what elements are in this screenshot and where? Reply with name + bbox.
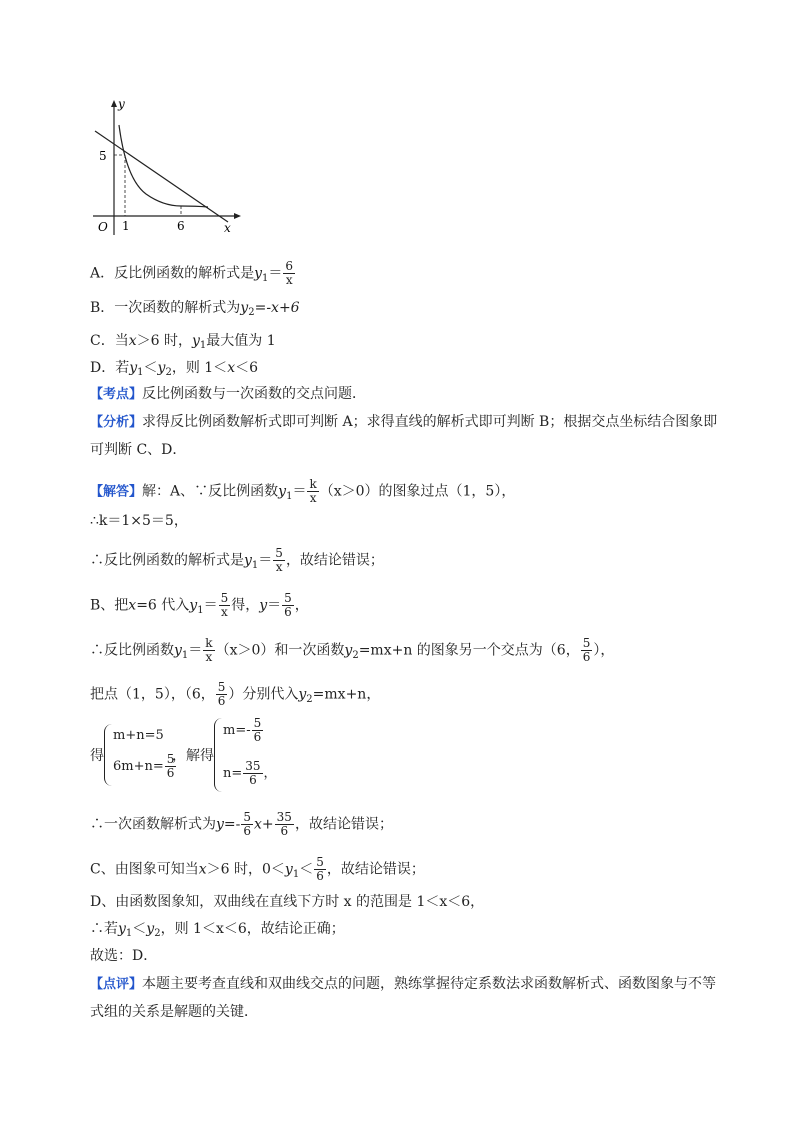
jieda-l5-den2: 6: [582, 650, 591, 664]
jieda-l9-num: 5: [316, 855, 324, 869]
option-c-x: x: [128, 333, 137, 349]
sys-jiede: ，解得: [172, 748, 214, 764]
jieda-l5-fraction-2: [581, 637, 593, 664]
option-d-y2: y: [157, 360, 166, 376]
option-b: [90, 299, 300, 319]
jieda-l8-num2: 35: [276, 810, 292, 824]
jieda-l9-sub: 1: [292, 868, 300, 880]
jieda-l11-rest: ，则 1＜x＜6，故结论正确；: [160, 921, 345, 937]
option-d-prefix: D．若: [90, 360, 130, 376]
sys2-row-1-a: m=-: [223, 723, 251, 738]
sys2-row-1-num: 5: [253, 716, 262, 730]
option-d: [90, 359, 258, 379]
jieda-l2: ∴k＝1×5＝5，: [90, 513, 188, 529]
jieda-l4-num2: 5: [284, 591, 292, 605]
jieda-l3-fraction: [273, 547, 285, 574]
jieda-l8-num: 5: [243, 810, 252, 824]
jieda-l3-num: 5: [275, 546, 283, 560]
sys1-row-2-a: 6m+n=: [113, 759, 164, 774]
function-graph: [88, 95, 248, 240]
jieda-l6-y: y: [298, 686, 307, 703]
fenxi-text-2: 可判断 C、D．: [90, 442, 187, 458]
option-a-num: 6: [285, 259, 294, 273]
jieda-l11-sub2: 2: [154, 928, 161, 939]
jieda-l1-y: y: [278, 483, 287, 500]
jieda-line-4: [90, 592, 309, 619]
hyperbola-curve: [119, 125, 208, 207]
jieda-l3-eq: ＝: [258, 552, 273, 569]
jieda-line-5: [90, 637, 614, 664]
jieda-l4-eq2: ＝: [267, 597, 282, 614]
kaodian-section: [90, 385, 366, 404]
jieda-l5-b: （x＞0）和一次函数: [215, 642, 345, 659]
jieda-line-6: [90, 681, 380, 708]
option-c-y: y: [191, 333, 200, 349]
jieda-l5-eq: ＝: [188, 642, 203, 659]
dianping-text-2: 式组的关系是解题的关键．: [90, 1004, 258, 1020]
jieda-l3-sub: 1: [251, 559, 259, 571]
jieda-line-9: [90, 856, 425, 883]
jieda-line-12: [90, 947, 157, 965]
jieda-l11-y2: y: [146, 921, 155, 937]
sys1-row-2-num: 5: [166, 752, 175, 766]
dianping-text-1: 本题主要考查直线和双曲线交点的问题，熟练掌握待定系数法求函数解析式、函数图象与不等: [142, 976, 717, 992]
jieda-l9-a: C、由图象可知当: [90, 861, 199, 878]
sys2-brace: [214, 718, 223, 792]
sys1-row-2: [113, 753, 177, 780]
option-a-prefix: A．反比例函数的解析式是: [90, 265, 255, 282]
jieda-line-8: [90, 811, 393, 838]
jieda-l5-num2: 5: [582, 636, 591, 650]
jieda-line-3: [90, 547, 384, 574]
jieda-l5-y2: y: [344, 642, 353, 659]
jieda-l12: 故选：D．: [90, 948, 158, 964]
jieda-l9-rest: ，故结论错误；: [326, 861, 425, 878]
origin-label: O: [98, 220, 108, 234]
sys1-row-1: m+n=5: [113, 728, 164, 743]
jieda-l6-num: 5: [217, 680, 226, 694]
fenxi-text-1: 求得反比例函数解析式即可判断 A；求得直线的解析式即可判断 B；根据交点坐标结合图象即: [142, 414, 718, 430]
jieda-l4-y: y: [189, 597, 198, 614]
jieda-l1-eq: ＝: [292, 483, 307, 500]
option-c-mid: ＞6 时，: [136, 333, 192, 349]
option-a-den: x: [285, 273, 293, 287]
jieda-l1-a: 解：A、∵反比例函数: [142, 483, 279, 500]
option-d-y1: y: [129, 360, 138, 376]
option-b-rest: =-x+6: [254, 300, 300, 316]
jieda-l1-fraction: [307, 478, 318, 505]
x-axis-label: x: [224, 221, 231, 235]
sys2-row-2-num: 35: [245, 759, 261, 773]
x-axis-arrow-icon: [234, 213, 241, 219]
sys1-brace: [104, 724, 113, 786]
option-d-rest: ＜6: [235, 360, 259, 376]
option-d-x: x: [227, 360, 236, 376]
option-d-lt: ＜: [143, 360, 158, 376]
option-a-y: y: [254, 265, 263, 282]
jieda-line-10: [90, 893, 484, 911]
tick-label-5: 5: [99, 149, 107, 163]
fenxi-tag: 【分析】: [90, 415, 143, 430]
jieda-line-2: [90, 512, 188, 530]
jieda-l6-rest: =mx+n，: [312, 686, 381, 703]
jieda-l8-fraction-2: [275, 811, 294, 838]
option-c-rest: 最大值为 1: [206, 333, 276, 349]
sys2-row-1-fraction: [252, 717, 264, 744]
option-a-eq: ＝: [268, 265, 283, 282]
jieda-l8-b: =-: [223, 816, 241, 833]
jieda-l5-rest: ），: [593, 642, 615, 659]
tick-label-6: 6: [177, 219, 185, 233]
jieda-l4-b: =6 代入: [136, 597, 190, 614]
kaodian-tag: 【考点】: [90, 387, 143, 402]
jieda-l1-sub: 1: [286, 490, 293, 502]
jieda-l8-rest: ，故结论错误；: [294, 816, 393, 833]
jieda-l6-b: ）分别代入: [228, 686, 299, 703]
jieda-l11-a: ∴若: [90, 921, 118, 937]
jieda-l8-a: ∴一次函数解析式为: [90, 816, 216, 833]
jieda-l3-a: ∴反比例函数的解析式是: [90, 552, 244, 569]
jieda-l4-sub: 1: [197, 604, 204, 616]
option-a-sub: 1: [262, 272, 269, 284]
jieda-l4-rest: ，: [294, 597, 309, 614]
option-c-sub: 1: [199, 340, 207, 351]
jieda-l11-y1: y: [118, 921, 126, 937]
sys2-row-2-a: n=: [223, 766, 243, 781]
sys2-comma: ，: [263, 766, 277, 781]
kaodian-text: 反比例函数与一次函数的交点问题．: [142, 386, 367, 402]
jieda-l4-eq: ＝: [203, 597, 218, 614]
jieda-l11-lt: ＜: [132, 921, 147, 937]
jieda-l4-num: 5: [220, 591, 229, 605]
jieda-l6-fraction: [216, 681, 228, 708]
option-d-sub2: 2: [165, 367, 172, 378]
option-b-sub: 2: [248, 307, 255, 318]
option-b-y: y: [240, 300, 249, 316]
jieda-l8-den2: 6: [280, 824, 289, 838]
jieda-tag: 【解答】: [90, 484, 143, 500]
jieda-l9-lt: ＜: [299, 861, 314, 878]
jieda-l4-a: B、把: [90, 597, 129, 614]
jieda-l5-den: x: [205, 650, 213, 664]
jieda-l8-den: 6: [243, 824, 252, 838]
sys2-row-1: [223, 717, 264, 744]
jieda-l5-num: k: [205, 636, 213, 650]
y-axis-label: y: [118, 97, 125, 111]
option-a-fraction: [283, 260, 295, 287]
jieda-l4-y2: y: [259, 597, 268, 614]
sys1-row-2-den: 6: [166, 766, 175, 780]
jieda-l5-c: =mx+n 的图象另一个交点为（6，: [358, 642, 580, 659]
jieda-l9-y: y: [284, 861, 293, 878]
jieda-l10: D、由函数图象知，双曲线在直线下方时 x 的范围是 1＜x＜6，: [90, 894, 485, 910]
jieda-l6-sub: 2: [306, 693, 313, 705]
option-b-prefix: B．一次函数的解析式为: [90, 300, 241, 316]
jieda-l6-a: 把点（1，5），（6，: [90, 686, 215, 703]
jieda-l4-c: 得，: [231, 597, 260, 614]
option-d-sub1: 1: [137, 367, 144, 378]
jieda-l3-den: x: [275, 560, 283, 574]
jieda-l8-fraction: [241, 811, 253, 838]
jieda-l1-num: k: [309, 477, 317, 491]
jieda-l9-den: 6: [316, 869, 324, 883]
fenxi-line-2: [90, 441, 186, 459]
jieda-l9-b: ＞6 时，0＜: [206, 861, 285, 878]
jieda-l11-sub1: 1: [125, 928, 133, 939]
sys2-row-1-den: 6: [253, 730, 262, 744]
jieda-l3-y: y: [244, 552, 252, 569]
jieda-l4-x: x: [128, 597, 137, 614]
jieda-line-1: [90, 478, 515, 505]
linear-function-line: [95, 131, 228, 222]
sys2-row-2-den: 6: [249, 773, 257, 787]
sys2-row-2: [223, 760, 277, 787]
option-c-prefix: C．当: [90, 333, 129, 349]
jieda-l5-a: ∴反比例函数: [90, 642, 174, 659]
jieda-line-11: [90, 920, 345, 940]
jieda-l5-sub2: 2: [352, 649, 359, 661]
option-a: [90, 260, 296, 287]
jieda-l9-fraction: [314, 856, 326, 883]
jieda-l9-x: x: [198, 861, 207, 878]
jieda-l4-fraction-2: [282, 592, 294, 619]
jieda-l4-den: x: [221, 605, 228, 619]
jieda-l8-x: x+: [254, 816, 274, 833]
jieda-l5-sub: 1: [181, 649, 189, 661]
option-c: [90, 332, 276, 352]
jieda-l5-y: y: [174, 642, 182, 659]
sys2-row-2-fraction: [243, 760, 262, 787]
jieda-l1-rest: （x＞0）的图象过点（1，5），: [319, 483, 516, 500]
jieda-l4-fraction: [219, 592, 231, 619]
jieda-l6-den: 6: [217, 694, 226, 708]
jieda-l1-den: x: [309, 491, 317, 505]
jieda-l5-fraction: [203, 637, 214, 664]
dianping-line-2: [90, 1003, 258, 1021]
dianping-line-1: [90, 975, 716, 994]
dianping-tag: 【点评】: [90, 977, 143, 992]
jieda-l4-den2: 6: [284, 605, 292, 619]
fenxi-line-1: [90, 413, 717, 432]
tick-label-1: 1: [122, 219, 130, 233]
option-d-mid: ，则 1＜: [171, 360, 228, 376]
sys-de: 得: [90, 748, 104, 764]
jieda-l8-y: y: [216, 816, 224, 833]
y-axis-arrow-icon: [111, 100, 117, 107]
jieda-l3-rest: ，故结论错误；: [285, 552, 384, 569]
